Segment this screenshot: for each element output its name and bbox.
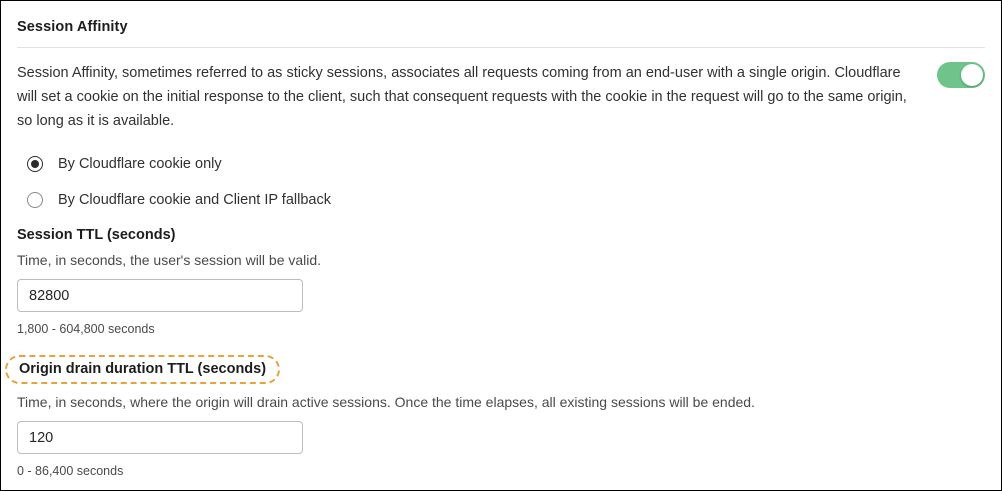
session-ttl-input[interactable]: [17, 279, 303, 312]
radio-button-icon[interactable]: [27, 156, 43, 172]
session-ttl-field: [17, 227, 985, 336]
session-affinity-panel: [1, 1, 1001, 490]
radio-label: By Cloudflare cookie and Client IP fallback: [58, 192, 331, 208]
origin-drain-ttl-range-note: 0 - 86,400 seconds: [17, 464, 124, 478]
radio-option-cookie-only[interactable]: [17, 151, 985, 177]
session-ttl-label: Session TTL (seconds): [17, 227, 176, 243]
description-row: [17, 61, 985, 133]
session-ttl-help-text: Time, in seconds, the user's session will be valid.: [17, 252, 322, 268]
radio-option-cookie-and-ip-fallback[interactable]: [17, 187, 985, 213]
origin-drain-ttl-help-text: Time, in seconds, where the origin will drain active sessions. Once the time elapses, all existing sessions will be ended.: [17, 394, 755, 410]
section-description: Session Affinity, sometimes referred to as sticky sessions, associates all requests coming from an end-user with a single origin. Cloudflare will set a cookie on the initial response to the client, such that consequent requests with the cookie in the request will go to the same origin, so long as it is available.: [17, 65, 907, 129]
session-affinity-toggle[interactable]: [937, 62, 985, 88]
radio-label: By Cloudflare cookie only: [58, 156, 222, 172]
origin-drain-ttl-field: [17, 356, 985, 478]
origin-drain-ttl-input[interactable]: [17, 421, 303, 454]
affinity-mode-radio-group: [17, 151, 985, 213]
origin-drain-ttl-label: Origin drain duration TTL (seconds): [5, 355, 280, 384]
page-title: Session Affinity: [17, 19, 128, 35]
toggle-knob: [961, 64, 983, 86]
session-ttl-range-note: 1,800 - 604,800 seconds: [17, 322, 155, 336]
radio-button-icon[interactable]: [27, 192, 43, 208]
title-divider: [17, 47, 985, 48]
